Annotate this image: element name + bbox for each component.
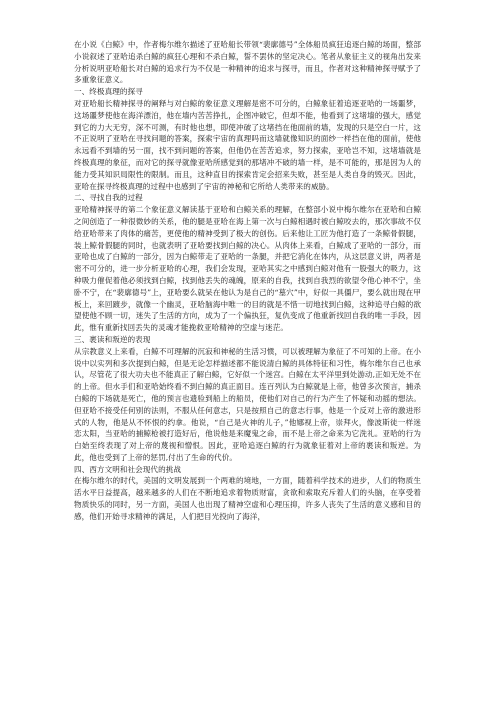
section-4 xyxy=(74,464,421,523)
intro-paragraph: 在小说《白鲸》中，作者梅尔维尔描述了亚哈船长带领“裴廓德号”全体船员疯狂追逐白鲸的场面，整部小说叙述了亚哈追杀白鲸的疯狂心理和不杀白鲸，誓不罢休的坚定决心。笔者从象征主义的视角出发来分析说明亚哈船长对白鲸的追求行为不仅是一种精神的追求与探寻，而且，作者对这种精神探寻赋予了多重象征意义。 xyxy=(74,40,421,85)
section-1 xyxy=(74,86,421,192)
section-heading: 四、西方文明和社会现代的挑战 xyxy=(74,464,182,474)
section-paragraph: 亚哈精神探寻的第二个象征意义解读基于亚哈和白鲸关系的理解，在整部小说中梅尔维尔在亚哈和白鲸之间创造了一种很微妙的关系，他的腿是亚哈在海上第一次与白鲸相遇时被白鲸咬去的，那次事故不仅给亚哈带来了肉体的痛苦，更使他的精神受到了极大的创伤。后来他让工匠为他打造了一条鲸骨假腿，装上鲸骨假腿的同时，也就表明了亚哈要找到白鲸的决心。从肉体上来看，白鲸成了亚哈的一部分，而亚哈也成了白鲸的一部分，因为白鲸带走了亚哈的一条腿，并把它消化在体内，从这层意义讲，两者是密不可分的，进一步分析亚哈的心理，我们会发现，亚哈其实之中感到白鲸对他有一股强大的吸力，这种吸力催促着他必须找到白鲸，找到他丢失的魂魄，原来的自我，找到自我烈的欲望令他心神不宁，坐卧不宁，在“裴廓德号”上，亚哈要么就呆在他认为是自己的“墓穴”中，好似一具僵尸，要么就出现在甲板上，来回踱步，就像一个幽灵，亚哈脑海中唯一的目的就是不惜一切地找到白鲸，这种追寻白鲸的欲望使他不顾一切，迷失了生活的方向，成为了一个偏执狂，复仇变成了他重新找回自我的唯一手段，因此，惟有重新找回丢失的灵魂才能挽救亚哈精神的空虚与迷茫。 xyxy=(74,205,421,333)
section-heading: 三、裹读和叛逆的表现 xyxy=(74,334,151,344)
section-2 xyxy=(74,192,421,334)
document-page xyxy=(74,39,421,523)
section-heading: 一、终极真理的探寻 xyxy=(74,87,143,97)
section-paragraph: 在梅尔维尔的时代，美国的文明发展到一个两难的境地，一方面，随着科学技术的进步，人们的物质生活水平日益提高，越来越多的人们在不断地追求着物质财富，贪欲和索取充斥着人们的头脑，在享受着物质快乐的同时，另一方面，美国人也出现了精神空虚和心理压抑，许多人丧失了生活的意义感和目的感，他们开始寻求精神的满足，人们把目光投向了海洋， xyxy=(74,476,421,521)
section-paragraph: 对亚哈船长精神探寻的阐释与对白鲸的象征意义理解是密不可分的，白鲸象征着追逐亚哈的一场噩梦，这场噩梦使他在海洋漂泊，他在墙内苦苦挣扎，企图冲破它，但却不能，他看到了这堵墙的强大，感觉到它的力大无穷，深不可测，有时他也想，即使冲破了这堵挡在他面前的墙，发现的只是空白一片，这不正说明了亚哈在寻找问题的答案，探索宇宙的真理吗而这墙就像知识的面纱一样挡在他的面前，使他永远看不到墙的另一面，找不到问题的答案，但他仍在苦苦追求，努力探索，亚哈岂不知，这堵墙就是终极真理的象征，而对它的探寻就像亚哈所感觉到的那堵冲不破的墙一样，是不可能的，那是因为人的能力受其知识局限性的限制。而且，这种直目的探索肯定会招来失败，甚至是人类自身的毁灭。因此，亚哈在探寻终极真理的过程中也感到了宇宙的神秘和它所给人类带来的威胁。 xyxy=(74,98,421,191)
section-heading: 二、寻找自我的过程 xyxy=(74,193,143,203)
section-3 xyxy=(74,334,421,464)
section-paragraph: 从宗教意义上来看，白鲸不可理解的沉寂和神秘的生活习惯，可以被理解为象征了不可知的上帝。在小说中以实列和多次提到白鲸，但是无论怎样描述都不能说清白鲸的具体特征和习性，梅尔维尔自己也承认，尽管花了很大功夫也不能真正了解白鲸，它好似一个迷宫。白鲸在太平洋里到处游动,正如无处不在的上帝。但水手们和亚哈始终看不到白鲸的真正面目。连百列认为白鲸就是上帝，他曾多次预言，捕杀白鲸的下场就是死亡，他的预言也遗验到船上的船员，使他们对自己的行为产生了怀疑和动摇的想法。但亚哈不接受任何别的法则，不服从任何意志，只是按照自己的意志行事，他是一个反对上帝的激进形式的人物，他是从不怀恨的约拿。他说，“自己是火神的儿子，”他娜视上帝，崇拜火，像波斯徒一样迷恋太阳，当亚哈的捕鲸枪被打造好后，他说他是来魔鬼之命，而不是上帝之命来为它洗礼。亚哈的行为白始至终表现了对上帝的蔑视和憎恨。因此，亚哈追逐白鲸的行为就象征着对上帝的裹读和叛逆。为此，他也受到了上帝的惩罚,付出了生命的代价。 xyxy=(74,346,421,462)
